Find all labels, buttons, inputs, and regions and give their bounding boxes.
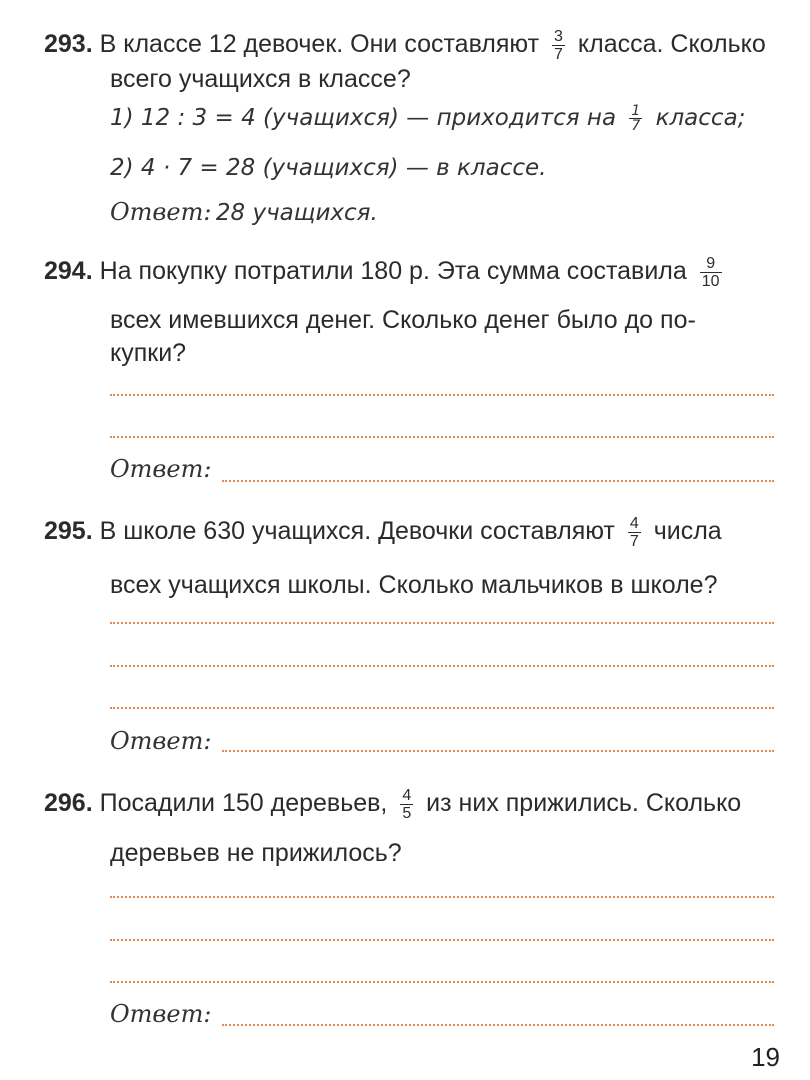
fraction-numerator: 4: [629, 515, 639, 532]
answer-296: [110, 1000, 211, 1028]
problem-number: 294.: [44, 257, 93, 286]
fraction-numerator: 3: [554, 28, 563, 45]
answer-293: [110, 198, 378, 226]
problem-294-line-3: купки?: [110, 339, 187, 367]
answer-field[interactable]: [222, 480, 774, 482]
answer-value: 28 учащихся.: [215, 200, 378, 226]
fraction: [400, 787, 413, 822]
fraction-denominator: 5: [402, 805, 412, 822]
fraction-denominator: 7: [554, 46, 563, 63]
answer-294: [110, 455, 211, 483]
fraction-numerator: 9: [706, 255, 716, 272]
page-number: 19: [751, 1042, 780, 1072]
answer-label: Ответ:: [110, 455, 212, 483]
answer-writing-line[interactable]: [110, 394, 774, 396]
fraction-denominator: 10: [701, 273, 720, 290]
fraction: [629, 104, 642, 133]
problem-text: класса. Сколько: [577, 30, 766, 59]
answer-label: Ответ:: [110, 727, 212, 755]
answer-field[interactable]: [222, 1024, 774, 1026]
answer-field[interactable]: [222, 750, 774, 752]
problem-293-line-1: [44, 28, 766, 63]
problem-text: На покупку потратили 180 р. Эта сумма составила: [99, 257, 687, 286]
problem-number: 295.: [44, 517, 93, 546]
solution-step-1: [110, 104, 745, 133]
problem-text: из них прижились. Сколько: [426, 789, 742, 818]
fraction-numerator: 4: [402, 787, 412, 804]
problem-293-line-2: всего учащихся в классе?: [110, 65, 411, 93]
answer-label: Ответ:: [110, 1000, 212, 1028]
problem-text: В школе 630 учащихся. Девочки составляют: [99, 517, 615, 546]
solution-text: 1) 12 : 3 = 4 (учащихся) — приходится на: [110, 105, 617, 131]
problem-number: 296.: [44, 789, 93, 818]
answer-label: Ответ:: [110, 198, 212, 226]
fraction-denominator: 7: [631, 118, 641, 134]
answer-writing-line[interactable]: [110, 622, 774, 624]
problem-text: Посадили 150 деревьев,: [99, 789, 388, 818]
problem-text: В классе 12 девочек. Они составляют: [99, 30, 540, 59]
answer-writing-line[interactable]: [110, 707, 774, 709]
problem-text: числа: [653, 517, 722, 546]
answer-writing-line[interactable]: [110, 981, 774, 983]
answer-writing-line[interactable]: [110, 665, 774, 667]
problem-number: 293.: [44, 30, 93, 59]
fraction-numerator: 1: [631, 103, 641, 119]
answer-writing-line[interactable]: [110, 896, 774, 898]
solution-step-2: 2) 4 · 7 = 28 (учащихся) — в классе.: [110, 155, 547, 181]
fraction-denominator: 7: [629, 533, 639, 550]
fraction: [552, 28, 565, 63]
answer-295: [110, 727, 211, 755]
solution-text: класса;: [655, 105, 746, 131]
problem-296-line-2: деревьев не прижилось?: [110, 839, 402, 867]
fraction: [628, 515, 641, 550]
problem-295-line-1: [44, 515, 722, 550]
fraction: [700, 255, 722, 290]
problem-296-line-1: [44, 787, 741, 822]
answer-writing-line[interactable]: [110, 436, 774, 438]
problem-294-line-1: [44, 255, 728, 290]
answer-writing-line[interactable]: [110, 939, 774, 941]
problem-294-line-2: всех имевшихся денег. Сколько денег было до по-: [110, 306, 696, 334]
problem-295-line-2: всех учащихся школы. Сколько мальчиков в школе?: [110, 571, 718, 599]
